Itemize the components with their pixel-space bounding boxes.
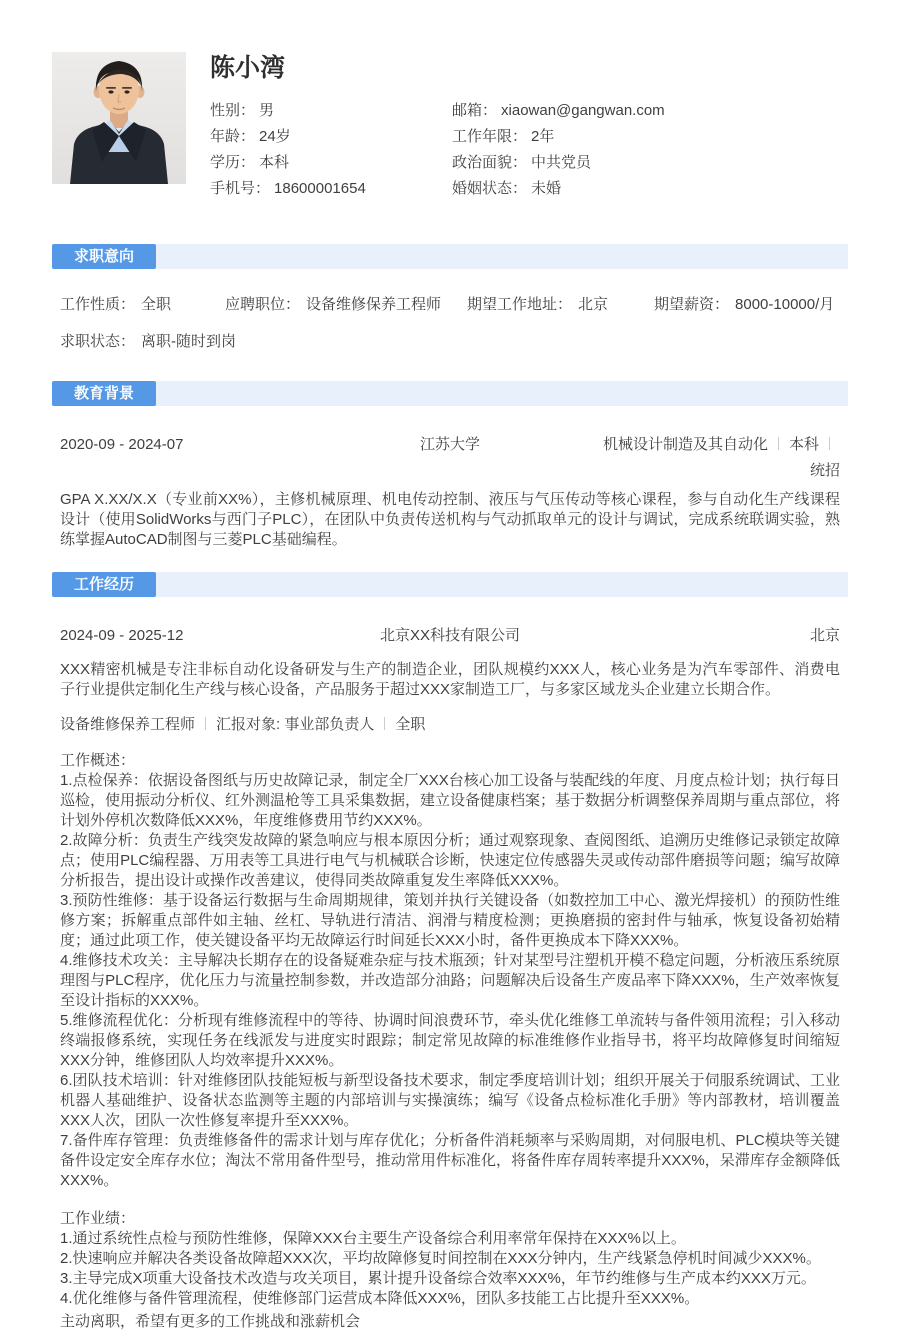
achievements-label: 工作业绩：	[60, 1210, 136, 1227]
experience-body	[52, 623, 848, 1332]
duty-item: 4.维修技术攻关：主导解决长期存在的设备疑难杂症与技术瓶颈；针对某型号注塑机开模不稳定问题，分析液压系统原理图与PLC程序，优化压力与流量控制参数，并改造部分油路；问题解决后设备生产废品率下降XXX%，生产效率恢复至设计指标的XXX%。	[60, 952, 840, 1009]
section-education	[52, 381, 848, 550]
leave-reason: 主动离职，希望有更多的工作挑战和涨薪机会	[60, 1313, 361, 1330]
section-header-bar	[52, 244, 848, 269]
field-target-location: 期望工作地址： 北京	[467, 296, 609, 313]
profile-fields	[210, 98, 848, 202]
section-experience	[52, 572, 848, 1332]
experience-company: 北京XX科技有限公司	[379, 627, 520, 644]
duty-item: 6.团队技术培训：针对维修团队技能短板与新型设备技术要求，制定季度培训计划；组织开展关于伺服系统调试、工业机器人基础维护、设备状态监测等主题的内部培训与实操演练；编写《设备点检标准化手册》等内部教材，培训覆盖XXX人次，团队一次性修复率提升至XXX%。	[60, 1072, 840, 1129]
achievement-item: 1.通过系统性点检与预防性维修，保障XXX台主要生产设备综合利用率常年保持在XXX%以上。	[60, 1230, 686, 1247]
education-major: 机械设计制造及其自动化	[602, 436, 768, 453]
field-marital: 婚姻状态： 未婚	[452, 180, 562, 197]
job-title-row	[60, 716, 840, 733]
duty-item: 7.备件库存管理：负责维修备件的需求计划与库存优化；分析备件消耗频率与采购周期，对伺服电机、PLC模块等关键备件设定安全库存水位；淘汰不常用备件型号，推动常用件标准化，将备件库存周转率提升XXX%，呆滞库存金额降低XXX%。	[60, 1132, 840, 1189]
divider	[778, 437, 779, 450]
field-job-nature: 工作性质： 全职	[60, 296, 172, 313]
achievement-item: 2.快速响应并解决各类设备故障超XXX次，平均故障修复时间控制在XXX分钟内，生产线紧急停机时间减少XXX%。	[60, 1250, 821, 1267]
overview-label: 工作概述：	[60, 752, 136, 769]
job-title: 设备维修保养工程师	[60, 716, 196, 733]
education-period: 2020-09 - 2024-07	[60, 436, 184, 453]
section-intention	[52, 244, 848, 350]
experience-summary-row	[60, 623, 840, 649]
education-school: 江苏大学	[419, 436, 480, 453]
divider	[205, 717, 206, 730]
field-age: 年龄： 24岁	[210, 128, 291, 145]
profile-header	[52, 52, 848, 202]
duty-item: 5.维修流程优化：分析现有维修流程中的等待、协调时间浪费环节，牵头优化维修工单流转与备件领用流程；引入移动终端报修系统，实现任务在线派发与进度实时跟踪；制定常见故障的标准维修作业指导书，将平均故障修复时间缩短XXX分钟，维修团队人均效率提升XXX%。	[60, 1012, 840, 1069]
section-header-bar	[52, 572, 848, 597]
field-job-status: 求职状态： 离职-随时到岗	[60, 333, 237, 350]
section-header-bar	[52, 381, 848, 406]
education-enrollment: 统招	[809, 462, 840, 479]
field-political: 政治面貌： 中共党员	[452, 154, 592, 171]
field-email: 邮箱： xiaowan@gangwan.com	[452, 102, 665, 119]
field-gender: 性别： 男	[210, 102, 275, 119]
profile-fields-right	[452, 98, 848, 202]
candidate-name: 陈小湾	[210, 54, 286, 82]
report-line: 汇报对象: 事业部负责人	[216, 716, 375, 733]
headshot-illustration	[52, 52, 186, 184]
achievement-item: 4.优化维修与备件管理流程，使维修部门运营成本降低XXX%，团队多技能工占比提升至XXX%。	[60, 1290, 700, 1307]
profile-photo	[52, 52, 186, 184]
field-degree: 学历： 本科	[210, 154, 290, 171]
education-degree: 本科	[788, 436, 819, 453]
achievement-item: 3.主导完成X项重大设备技术改造与攻关项目，累计提升设备综合效率XXX%，年节约维修与生产成本约XXX万元。	[60, 1270, 816, 1287]
profile-fields-left	[210, 98, 452, 202]
intention-row-status	[60, 333, 840, 350]
education-description: GPA X.XX/X.X（专业前XX%），主修机械原理、机电传动控制、液压与气压传动等核心课程，参与自动化生产线课程设计（使用SolidWorks与西门子PLC），在团队中负责传送机构与气动抓取单元的设计与调试，完成系统联调实验，熟练掌握AutoCAD制图与三菱PLC基础编程。	[60, 491, 840, 548]
section-title-education: 教育背景	[52, 381, 156, 406]
field-years: 工作年限： 2年	[452, 128, 555, 145]
field-target-position: 应聘职位： 设备维修保养工程师	[225, 296, 442, 313]
profile-info	[210, 52, 848, 202]
resume-document	[0, 52, 900, 1330]
section-title-intention: 求职意向	[52, 244, 156, 269]
duty-item: 2.故障分析：负责生产线突发故障的紧急响应与根本原因分析；通过观察现象、查阅图纸、追溯历史维修记录锁定故障点；使用PLC编程器、万用表等工具进行电气与机械联合诊断，快速定位传感器失灵或传动部件磨损等问题；编写故障分析报告，提出设计或操作改善建议，使得同类故障重复发生率降低XXX%。	[60, 832, 840, 889]
field-phone: 手机号： 18600001654	[210, 180, 366, 197]
company-introduction: XXX精密机械是专注非标自动化设备研发与生产的制造企业，团队规模约XXX人，核心业务是为汽车零部件、消费电子行业提供定制化生产线与核心设备，产品服务于超过XXX家制造工厂，与多家区域龙头企业建立长期合作。	[60, 661, 840, 698]
experience-location: 北京	[809, 627, 840, 644]
intention-row	[60, 296, 840, 313]
job-type: 全职	[395, 716, 426, 733]
divider	[384, 717, 385, 730]
divider	[829, 437, 830, 450]
education-body	[52, 432, 848, 550]
education-major-degree	[590, 432, 840, 484]
intention-body	[52, 296, 848, 350]
duty-item: 1.点检保养：依据设备图纸与历史故障记录，制定全厂XXX台核心加工设备与装配线的年度、月度点检计划；执行每日巡检，使用振动分析仪、红外测温枪等工具采集数据，建立设备健康档案；基于数据分析调整保养周期与重点部位，将计划外停机次数降低XXX%，年度维修费用节约XXX%。	[60, 772, 841, 829]
duty-item: 3.预防性维修：基于设备运行数据与生命周期规律，策划并执行关键设备（如数控加工中心、激光焊接机）的预防性维修方案；拆解重点部件如主轴、丝杠、导轨进行清洁、润滑与精度检测；更换磨损的密封件与轴承，恢复设备初始精度；通过此项工作，使关键设备平均无故障运行时间延长XXX小时，备件更换成本下降XXX%。	[60, 892, 840, 949]
section-title-experience: 工作经历	[52, 572, 156, 597]
experience-period: 2024-09 - 2025-12	[60, 627, 184, 644]
education-summary-row	[60, 432, 840, 484]
field-expected-salary: 期望薪资： 8000-10000/月	[654, 296, 835, 313]
